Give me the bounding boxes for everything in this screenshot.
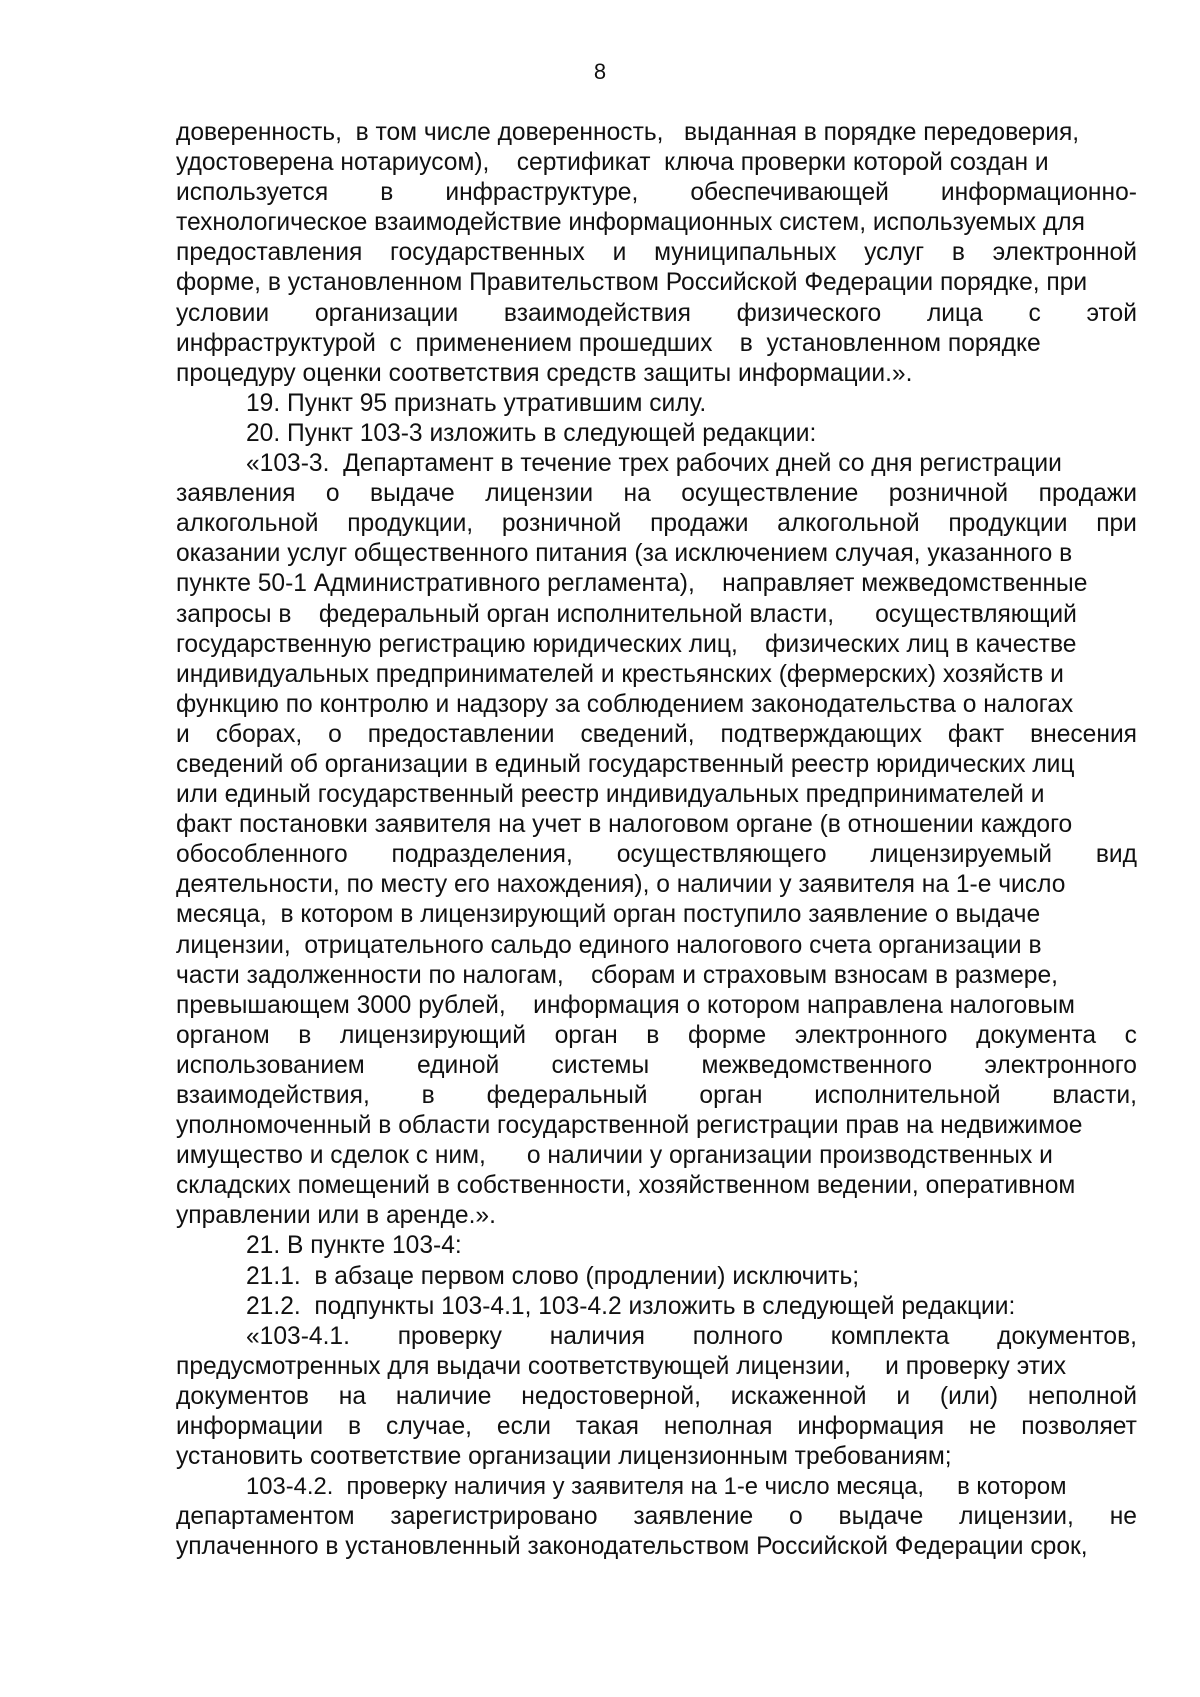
document-body bbox=[176, 118, 1137, 1563]
text-line: документов на наличие недостоверной, искаженной и (или) неполной bbox=[176, 1382, 1137, 1410]
text-line: пункте 50-1 Административного регламента), направляет межведомственные bbox=[176, 570, 1088, 598]
text-line: предусмотренных для выдачи соответствующей лицензии, и проверку этих bbox=[176, 1352, 1066, 1380]
text-line: индивидуальных предпринимателей и крестьянских (фермерских) хозяйств и bbox=[176, 660, 1064, 688]
text-line: взаимодействия, в федеральный орган исполнительной власти, bbox=[176, 1082, 1137, 1109]
page-number: 8 bbox=[593, 59, 607, 84]
text-line: 21. В пункте 103-4: bbox=[246, 1232, 462, 1260]
text-line: форме, в установленном Правительством Российской Федерации порядке, при bbox=[176, 269, 1088, 297]
text-line: месяца, в котором в лицензирующий орган поступило заявление о выдаче bbox=[176, 901, 1041, 929]
text-line: уплаченного в установленный законодательством Российской Федерации срок, bbox=[176, 1533, 1088, 1561]
text-line: условии организации взаимодействия физического лица с этой bbox=[176, 299, 1137, 327]
text-line: деятельности, по месту его нахождения), о наличии у заявителя на 1-е число bbox=[176, 871, 1066, 899]
text-line: «103-3. Департамент в течение трех рабочих дней со дня регистрации bbox=[246, 450, 1062, 478]
text-line: 20. Пункт 103-3 изложить в следующей редакции: bbox=[246, 419, 817, 447]
text-line: технологическое взаимодействие информационных систем, используемых для bbox=[176, 209, 1085, 237]
text-line: алкогольной продукции, розничной продажи алкогольной продукции при bbox=[176, 510, 1137, 538]
text-line: факт постановки заявителя на учет в налоговом органе (в отношении каждого bbox=[176, 811, 1073, 839]
text-line: процедуру оценки соответствия средств защиты информации.». bbox=[176, 359, 913, 387]
text-line: информации в случае, если такая неполная информация не позволяет bbox=[176, 1413, 1137, 1441]
text-line: 19. Пункт 95 признать утратившим силу. bbox=[246, 389, 707, 417]
text-line: использованием единой системы межведомственного электронного bbox=[176, 1051, 1137, 1079]
text-line: используется в инфраструктуре, обеспечивающей информационно- bbox=[176, 179, 1137, 207]
text-line: доверенность, в том числе доверенность, выданная в порядке передоверия, bbox=[176, 119, 1080, 146]
text-line: складских помещений в собственности, хозяйственном ведении, оперативном bbox=[176, 1172, 1076, 1200]
text-line: предоставления государственных и муниципальных услуг в электронной bbox=[176, 239, 1137, 267]
text-line: части задолженности по налогам, сборам и страховым взносам в размере, bbox=[176, 961, 1058, 989]
text-line: лицензии, отрицательного сальдо единого налогового счета организации в bbox=[176, 931, 1042, 959]
text-line: имущество и сделок с ним, о наличии у организации производственных и bbox=[176, 1142, 1053, 1170]
text-line: превышающем 3000 рублей, информация о котором направлена налоговым bbox=[176, 991, 1075, 1019]
text-line: органом в лицензирующий орган в форме электронного документа с bbox=[176, 1021, 1137, 1049]
text-line: сведений об организации в единый государственный реестр юридических лиц bbox=[176, 750, 1075, 778]
text-line: «103-4.1. проверку наличия полного комплекта документов, bbox=[246, 1322, 1137, 1350]
text-line: 103-4.2. проверку наличия у заявителя на 1-е число месяца, в котором bbox=[246, 1473, 1067, 1501]
text-line: установить соответствие организации лицензионным требованиям; bbox=[176, 1443, 952, 1471]
text-line: департаментом зарегистрировано заявление о выдаче лицензии, не bbox=[176, 1503, 1137, 1531]
text-line: обособленного подразделения, осуществляющего лицензируемый вид bbox=[176, 841, 1137, 869]
text-line: и сборах, о предоставлении сведений, подтверждающих факт внесения bbox=[176, 720, 1137, 748]
text-line: оказании услуг общественного питания (за исключением случая, указанного в bbox=[176, 540, 1073, 568]
text-line: заявления о выдаче лицензии на осуществление розничной продажи bbox=[176, 480, 1137, 508]
text-line: управлении или в аренде.». bbox=[176, 1202, 496, 1230]
text-line: 21.1. в абзаце первом слово (продлении) исключить; bbox=[246, 1262, 860, 1290]
text-line: государственную регистрацию юридических лиц, физических лиц в качестве bbox=[176, 630, 1077, 658]
text-line: уполномоченный в области государственной регистрации прав на недвижимое bbox=[176, 1112, 1083, 1140]
text-line: удостоверена нотариусом), сертификат ключа проверки которой создан и bbox=[176, 149, 1049, 177]
text-line: инфраструктурой с применением прошедших в установленном порядке bbox=[176, 329, 1041, 357]
text-line: или единый государственный реестр индивидуальных предпринимателей и bbox=[176, 781, 1045, 809]
text-line: функцию по контролю и надзору за соблюдением законодательства о налогах bbox=[176, 690, 1074, 718]
text-line: 21.2. подпункты 103-4.1, 103-4.2 изложить в следующей редакции: bbox=[246, 1292, 1016, 1320]
text-line: запросы в федеральный орган исполнительной власти, осуществляющий bbox=[176, 600, 1077, 628]
